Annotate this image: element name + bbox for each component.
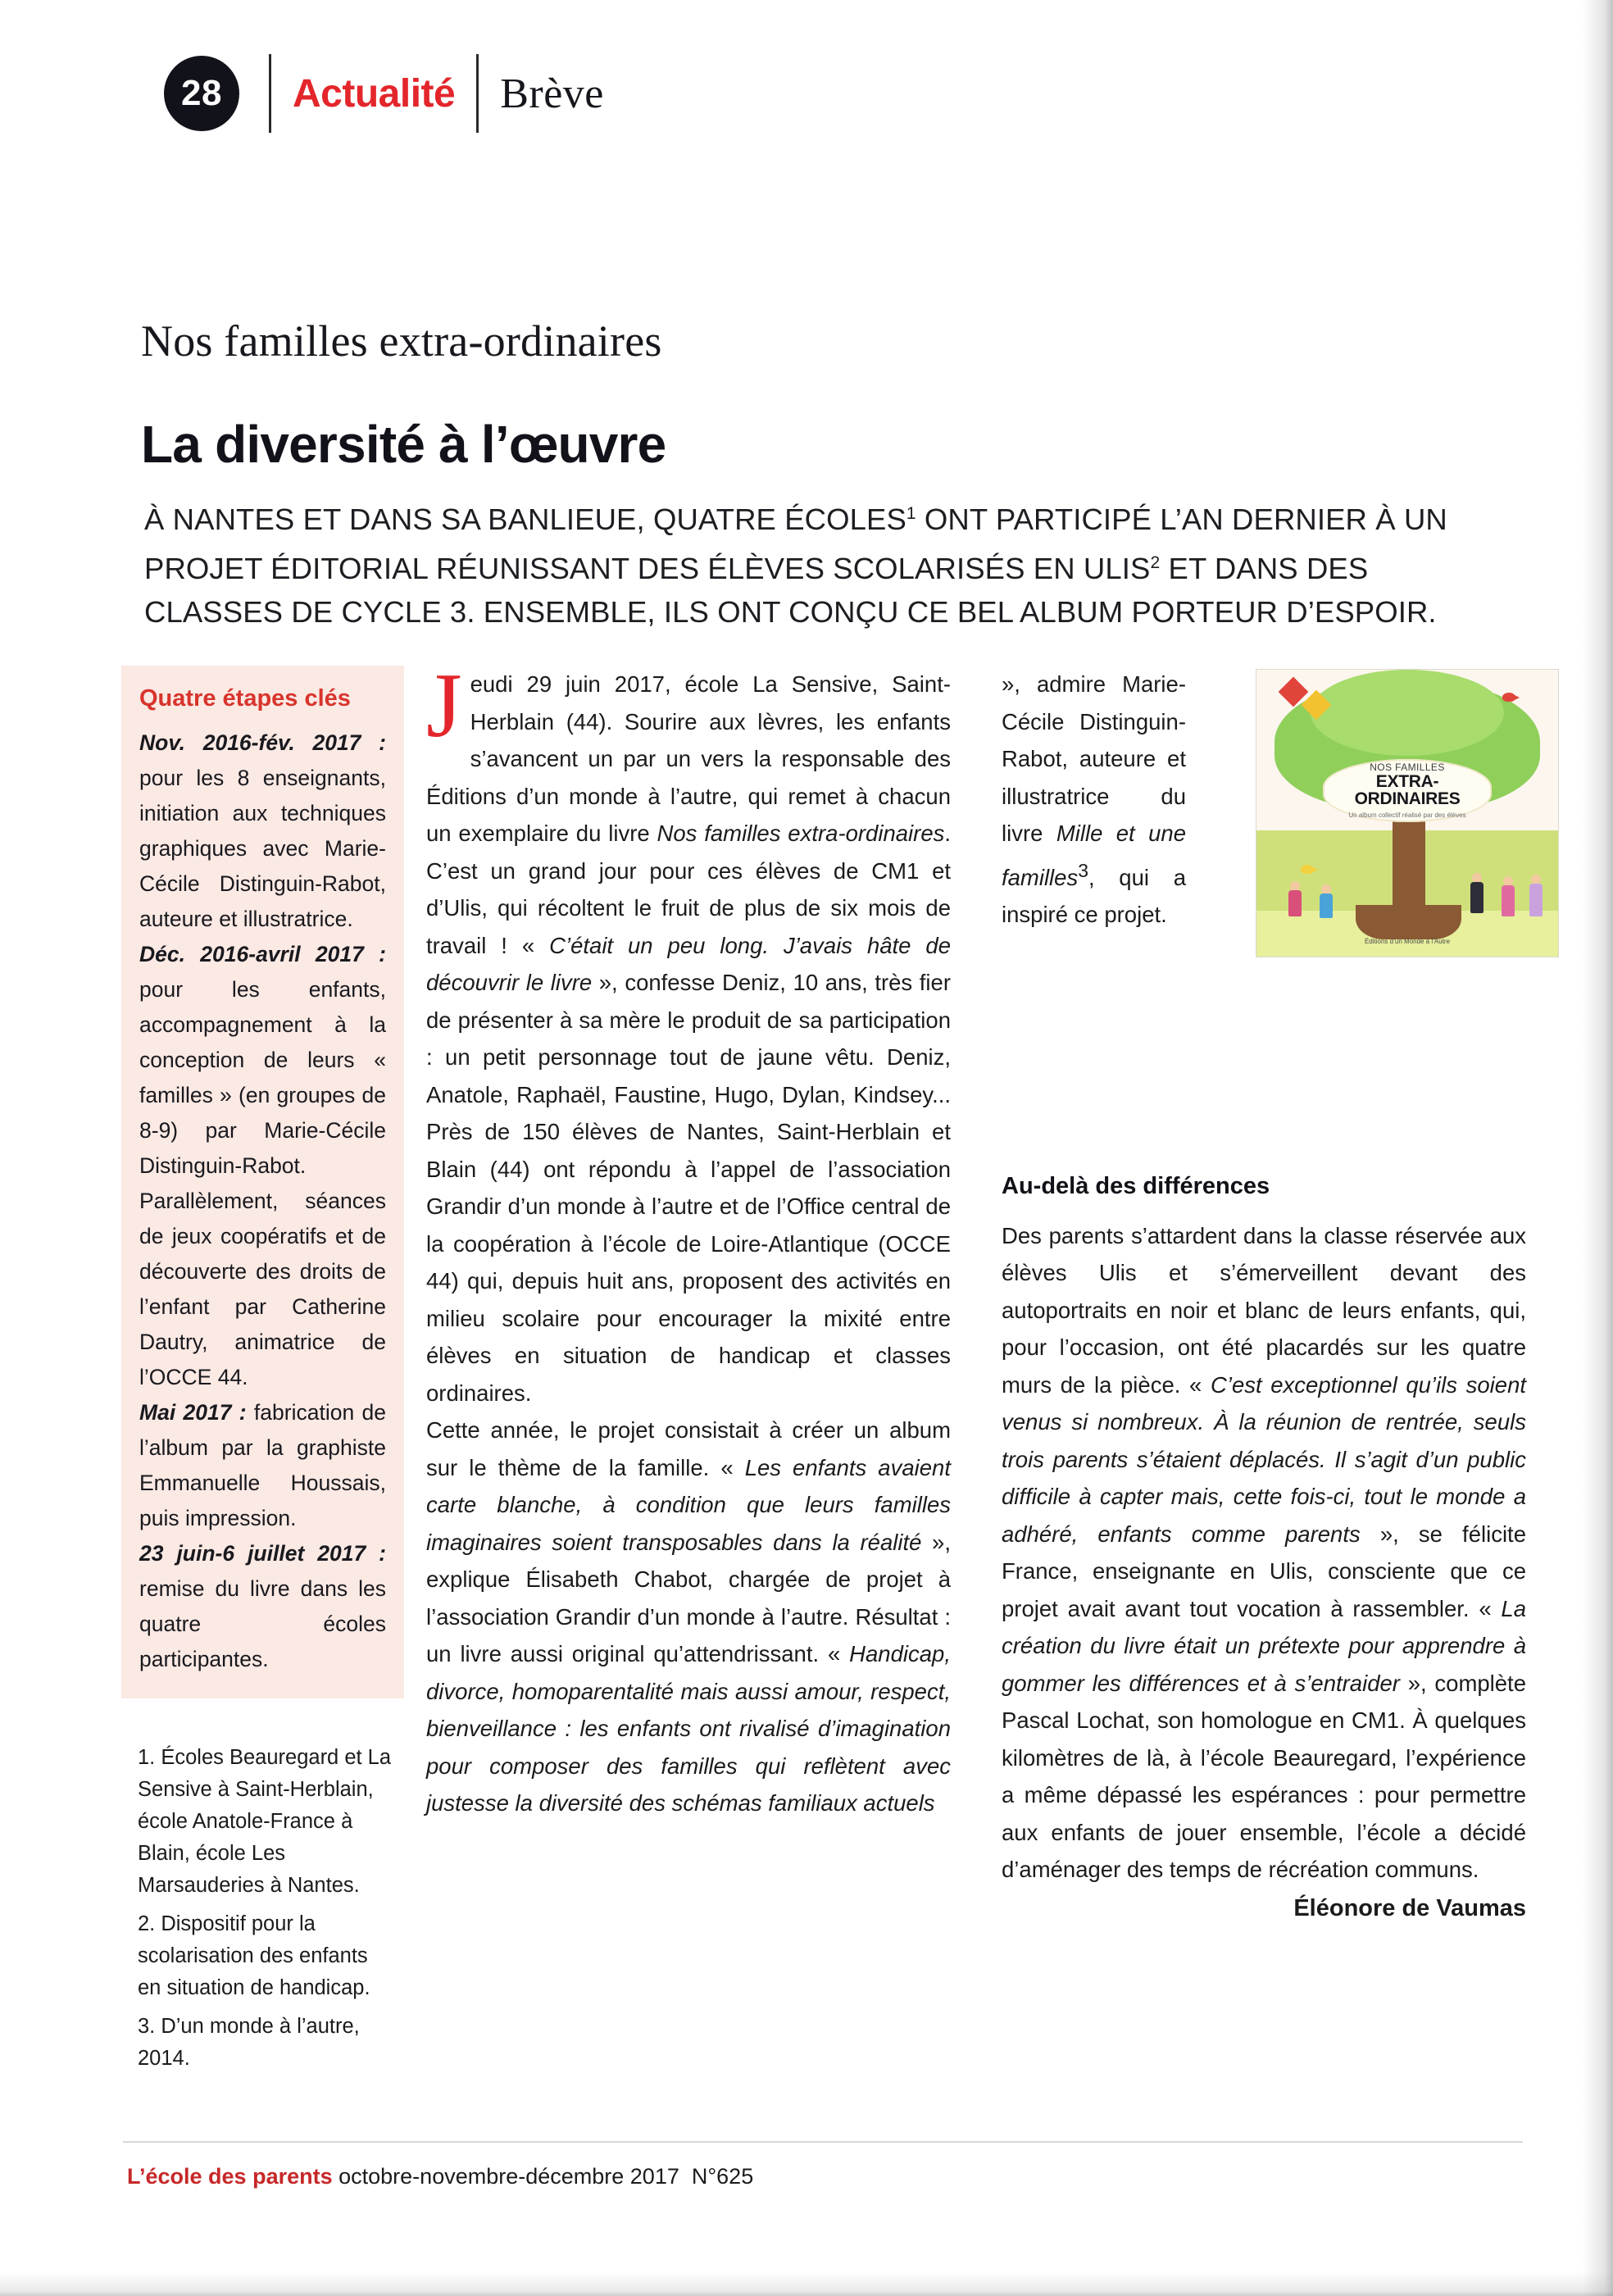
book-title-mille-et-une-familles: Mille et une familles [1002,821,1186,890]
page-header [164,54,604,133]
cover-title-line-1: EXTRA- [1375,772,1439,791]
footnote-ref-3: 3 [1078,859,1088,881]
standfirst-part-1: À NANTES ET DANS SA BANLIEUE, QUATRE ÉCOLES [144,502,906,537]
footnote-3: 3. D’un monde à l’autre, 2014. [138,2015,360,2070]
drop-cap: J [426,655,462,757]
body-column-middle [426,655,952,1822]
cover-caption-top: NOS FAMILLES [1370,762,1445,773]
body-p3-b: », se félicite France, enseignante en Ulis, consciente que ce projet avait avant tout vocation à rassembler. « [1002,1521,1526,1621]
character-figure-2 [1317,884,1335,924]
quote-distinguin-rabot: Handicap, divorce, homoparentalité mais aussi amour, respect, bienveillance : les enfants ont rivalisé d’imagination pour composer des familles qui reflètent avec justesse la diversité des schémas familiaux actuels [426,1641,951,1816]
footer-brand: L’école des parents [127,2164,333,2189]
scan-edge-bottom [0,2271,1613,2296]
character-figure-3 [1468,873,1486,917]
subsection-label-breve: Brève [500,70,604,117]
body-column-right-top [1002,666,1186,934]
section-subheading: Au-delà des différences [1002,1173,1270,1199]
sidebar-step-3-label: Mai 2017 : [139,1400,247,1425]
footnote-ref-2: 2 [1150,553,1161,573]
sidebar-step-4-label: 23 juin-6 juillet 2017 : [139,1541,386,1566]
footer-issue: octobre-novembre-décembre 2017 [339,2164,679,2189]
cover-editor-line: Éditions d’un Monde à l’Autre [1364,938,1451,945]
article-overline: Nos familles extra-ordinaires [141,316,662,366]
sidebar-step-3 [139,1395,386,1536]
article-byline: Éléonore de Vaumas [1293,1894,1526,1921]
page-number-badge: 28 [164,56,239,131]
sidebar-step-4 [139,1536,386,1677]
quote-deniz: C’était un peu long. J’avais hâte de découvrir le livre [426,932,951,995]
body-p2-c: », admire Marie-Cécile Distinguin-Rabot, auteure et illustratrice du livre [1002,671,1186,846]
body-p1-c: », confesse Deniz, 10 ans, très fier de présenter à sa mère le produit de sa participation : un petit personnage tout de jaune vêtu. Deniz, Anatole, Raphaël, Faustine, Hugo, Dylan, Kindsey... Près de 150 élèves de Nantes, Saint-Herblain et Blain (44) ont répondu à l’appel de l’association Grandir d’un monde à l’autre et de l’Office central de la coopération à l’école de Loire-Atlantique (OCCE 44) qui, depuis huit ans, proposent des activités en milieu scolaire pour encourager la mixité entre élèves en situation de handicap et classes ordinaires. [426,970,951,1406]
quote-chabot: Les enfants avaient carte blanche, à condition que leurs familles imaginaires soient transposables dans la réalité [426,1454,951,1555]
cover-subtitle: Un album collectif réalisé par des élèves [1348,812,1466,819]
sidebar-step-2 [139,937,386,1395]
tree-canopy-top-icon [1311,670,1504,756]
body-p2-a: Cette année, le projet consistait à créer un album sur le thème de la famille. « [426,1417,951,1480]
bird-icon-2 [1301,865,1314,874]
book-cover-image [1256,669,1559,957]
standfirst-part-2b: ET DANS DES [1160,552,1369,586]
body-paragraph-2-cont [1002,666,1186,934]
body-p3-a: Des parents s’attardent dans la classe réservée aux élèves Ulis et s’émerveillent devant des autoportraits en noir et blanc de leurs enfants, qui, pour l’occasion, ont été placardés sur les quatre murs de la pièce. « [1002,1222,1526,1398]
sidebar-step-1-label: Nov. 2016-fév. 2017 : [139,730,386,755]
article-standfirst [144,492,1505,634]
sidebar-step-1 [139,725,386,937]
book-title-nos-familles: Nos familles extra-ordinaires [657,821,945,846]
footer-number: N°625 [691,2164,754,2189]
body-paragraph-2 [426,1412,951,1822]
sidebar-step-1-text: pour les 8 enseignants, initiation aux techniques graphiques avec Marie-Cécile Distinguin-Rabot, auteure et illustratrice. [139,766,386,931]
character-figure-1 [1286,881,1304,921]
footer-divider [123,2141,1523,2143]
body-paragraph-1 [426,655,952,1412]
header-divider-1 [269,54,271,133]
body-p1-b: . C’est un grand jour pour ces élèves de CM1 et d’Ulis, qui récoltent le fruit de plus de six mois de travail ! « [426,821,952,958]
body-p2-d: , qui a inspiré ce projet. [1002,864,1186,928]
page-title: La diversité à l’œuvre [141,414,666,474]
sidebar-step-4-text: remise du livre dans les quatre écoles participantes. [139,1576,386,1671]
sidebar-box-title: Quatre étapes clés [139,685,351,712]
standfirst-part-2: À UN PROJET ÉDITORIAL RÉUNISSANT DES ÉLÈVES SCOLARISÉS EN ULIS [144,502,1447,586]
standfirst-part-1b: ONT PARTICIPÉ L’AN DERNIER [916,502,1368,537]
sidebar-step-2-text: pour les enfants, accompagnement à la conception de leurs « familles » (en groupes de 8-9) par Marie-Cécile Distinguin-Rabot. Parallèlement, séances de jeux coopératifs et de découverte des droits de l’enfant par Catherine Dautry, animatrice de l’OCCE 44. [139,977,386,1389]
quote-lochat: La création du livre était un prétexte pour apprendre à gommer les différences et à s’entraider [1002,1595,1526,1696]
quote-france: C’est exceptionnel qu’ils soient venus si nombreux. À la réunion de rentrée, seuls trois parents s’étaient déplacés. Il s’agit d’un public difficile à capter mais, cette fois-ci, tout le monde a adhéré, enfants comme parents [1002,1371,1527,1547]
footnote-1: 1. Écoles Beauregard et La Sensive à Saint-Herblain, école Anatole-France à Blain, école Les Marsauderies à Nantes. [138,1746,392,1897]
body-p2-b: », explique Élisabeth Chabot, chargée de projet à l’association Grandir d’un monde à l’autre. Résultat : un livre aussi original qu’attendrissant. « [426,1529,951,1666]
cover-title-label [1323,759,1492,822]
section-label-actualite: Actualité [293,71,456,116]
cover-title-line-2: ORDINAIRES [1354,789,1461,808]
page-footer [127,2164,753,2189]
body-paragraph-3 [1002,1217,1526,1928]
body-p3-c: », complète Pascal Lochat, son homologue en CM1. À quelques kilomètres de là, à l’école Beauregard, l’expérience a même dépassé les espérances : pour permettre aux enfants de jouer ensemble, l’école a décidé d’aménager des temps de récréation communs. [1002,1670,1526,1882]
header-divider-2 [476,54,479,133]
character-figure-5 [1527,875,1545,921]
bird-icon [1502,693,1515,702]
character-figure-4 [1499,876,1517,921]
sidebar-step-3-text: fabrication de l’album par la graphiste Emmanuelle Houssais, puis impression. [139,1400,386,1530]
sidebar-box-steps [121,666,404,1698]
footnote-ref-1: 1 [906,504,916,523]
footnotes-list [138,1742,392,2081]
standfirst-part-3: CLASSES DE CYCLE 3. ENSEMBLE, ILS ONT CONÇU CE BEL ALBUM PORTEUR D’ESPOIR. [144,595,1437,630]
footnote-2: 2. Dispositif pour la scolarisation des enfants en situation de handicap. [138,1912,370,1999]
scan-edge-right [1582,0,1613,2296]
body-p1-a: eudi 29 juin 2017, école La Sensive, Saint-Herblain (44). Sourire aux lèvres, les enfants s’avancent un par un vers la responsable des Éditions d’un monde à l’autre, qui remet à chacun un exemplaire du livre [426,671,951,846]
sidebar-step-2-label: Déc. 2016-avril 2017 : [139,942,386,966]
body-column-right-bottom [1002,1168,1526,1927]
